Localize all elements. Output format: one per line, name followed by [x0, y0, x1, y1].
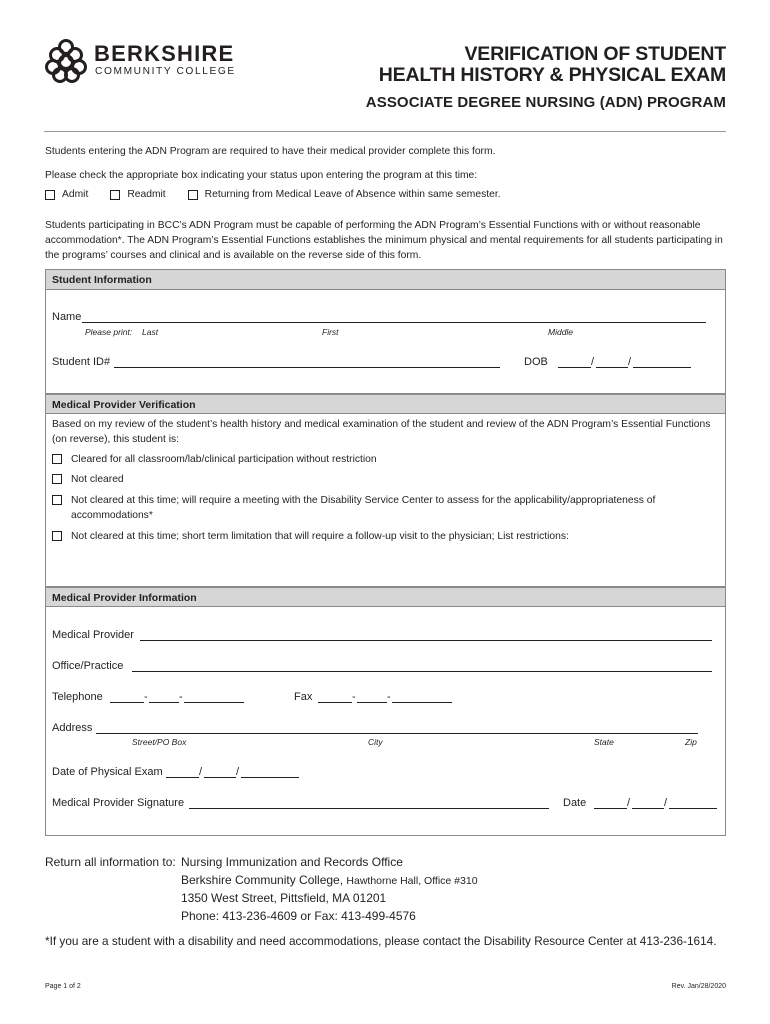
logo-name: BERKSHIRE	[94, 41, 235, 66]
provider-information-heading: Medical Provider Information	[46, 587, 725, 607]
dob-month-line[interactable]	[558, 367, 591, 368]
cleared-checkbox[interactable]	[52, 454, 62, 464]
knot-logo-icon	[44, 38, 88, 84]
return-phone: Phone: 413-236-4609 or Fax: 413-499-4576	[181, 908, 416, 923]
verification-option-not-cleared[interactable]	[52, 472, 124, 487]
telephone-dash-2: -	[179, 691, 183, 703]
middle-name-hint: Middle	[548, 327, 574, 337]
student-id-input-line[interactable]	[114, 367, 500, 368]
readmit-label: Readmit	[127, 189, 166, 200]
header-divider	[44, 131, 726, 132]
fax-prefix-line[interactable]	[357, 702, 387, 703]
dob-slash-1: /	[591, 356, 595, 368]
fax-dash-1: -	[352, 691, 356, 703]
readmit-checkbox[interactable]	[110, 190, 120, 200]
office-practice-label: Office/Practice	[52, 660, 124, 672]
signature-slash-2: /	[664, 797, 668, 809]
returning-label: Returning from Medical Leave of Absence within same semester.	[204, 189, 501, 200]
status-options	[45, 189, 523, 200]
return-street: 1350 West Street, Pittsfield, MA 01201	[181, 891, 387, 905]
return-office: Nursing Immunization and Records Office	[181, 855, 403, 869]
address-label: Address	[52, 722, 93, 734]
last-name-hint: Last	[142, 327, 159, 337]
student-information-section	[45, 269, 726, 394]
short-term-label: Not cleared at this time; short term limitation that will require a follow-up visit to the physician; List restrictions:	[71, 531, 569, 542]
essential-functions-text: Students participating in BCC’s ADN Program must be capable of performing the ADN Program’s Essential Functions with or without reasonable accommodation*. The ADN Program’s Essential Functions establishes the minimum physical and mental requirements for all students participating in the programs’ courses and clinical and is available on the reverse side of this form.	[45, 220, 723, 261]
not-cleared-label: Not cleared	[71, 474, 124, 485]
college-logo	[44, 38, 254, 84]
state-hint: State	[594, 737, 614, 747]
exam-day-line[interactable]	[204, 777, 236, 778]
return-address	[181, 854, 478, 925]
admit-label: Admit	[62, 189, 89, 200]
not-cleared-checkbox[interactable]	[52, 474, 62, 484]
logo-subtitle: COMMUNITY COLLEGE	[95, 66, 236, 77]
admit-checkbox[interactable]	[45, 190, 55, 200]
fax-line-number[interactable]	[392, 702, 452, 703]
verification-heading: Medical Provider Verification	[46, 394, 725, 414]
status-option-admit[interactable]	[45, 189, 88, 200]
telephone-prefix-line[interactable]	[149, 702, 179, 703]
dob-label: DOB	[524, 356, 548, 368]
provider-information-section	[45, 587, 726, 836]
fax-area-line[interactable]	[318, 702, 352, 703]
cleared-label: Cleared for all classroom/lab/clinical participation without restriction	[71, 454, 377, 465]
dob-slash-2: /	[628, 356, 632, 368]
return-label: Return all information to:	[45, 855, 176, 869]
telephone-label: Telephone	[52, 691, 103, 703]
signature-year-line[interactable]	[669, 808, 717, 809]
first-name-hint: First	[322, 327, 339, 337]
verification-option-disability-meeting[interactable]	[52, 493, 692, 523]
disability-footnote: *If you are a student with a disability and need accommodations, please contact the Disability Resource Center at 413-236-1614.	[45, 934, 717, 948]
telephone-dash-1: -	[144, 691, 148, 703]
signature-month-line[interactable]	[594, 808, 627, 809]
return-college-line	[181, 872, 478, 891]
name-label: Name	[52, 311, 82, 323]
intro-line-2: Please check the appropriate box indicating your status upon entering the program at this time:	[45, 170, 478, 181]
exam-date-label: Date of Physical Exam	[52, 766, 163, 778]
signature-day-line[interactable]	[632, 808, 664, 809]
student-information-heading: Student Information	[46, 270, 725, 290]
disability-meeting-checkbox[interactable]	[52, 495, 62, 505]
exam-month-line[interactable]	[166, 777, 199, 778]
exam-slash-1: /	[199, 766, 203, 778]
telephone-area-line[interactable]	[110, 702, 144, 703]
address-input-line[interactable]	[96, 733, 698, 734]
returning-checkbox[interactable]	[188, 190, 198, 200]
disability-meeting-label: Not cleared at this time; will require a meeting with the Disability Service Center to assess for the applicability/appropriateness of accommodations*	[71, 495, 656, 521]
title-line-2: HEALTH HISTORY & PHYSICAL EXAM	[378, 64, 726, 86]
signature-slash-1: /	[627, 797, 631, 809]
fax-label: Fax	[294, 691, 313, 703]
exam-slash-2: /	[236, 766, 240, 778]
name-input-line[interactable]	[82, 322, 706, 323]
verification-option-short-term[interactable]	[52, 529, 569, 544]
exam-year-line[interactable]	[241, 777, 299, 778]
verification-intro: Based on my review of the student’s health history and medical examination of the student and review of the ADN Program’s Essential Functions (on reverse), this student is:	[52, 419, 711, 445]
city-hint: City	[368, 737, 383, 747]
signature-input-line[interactable]	[189, 808, 549, 809]
fax-dash-2: -	[387, 691, 391, 703]
short-term-checkbox[interactable]	[52, 531, 62, 541]
street-hint: Street/PO Box	[132, 737, 187, 747]
dob-year-line[interactable]	[633, 367, 691, 368]
dob-day-line[interactable]	[596, 367, 628, 368]
status-option-returning[interactable]	[188, 189, 501, 200]
title-line-1: VERIFICATION OF STUDENT	[464, 43, 726, 65]
revision-date: Rev. Jan/28/2020	[671, 983, 726, 990]
status-option-readmit[interactable]	[110, 189, 165, 200]
medical-provider-input-line[interactable]	[140, 640, 712, 641]
program-subtitle: ASSOCIATE DEGREE NURSING (ADN) PROGRAM	[365, 94, 726, 111]
intro-line-1: Students entering the ADN Program are required to have their medical provider complete this form.	[45, 146, 496, 157]
return-college-detail: Hawthorne Hall, Office #310	[346, 874, 478, 887]
page-number: Page 1 of 2	[45, 983, 81, 990]
please-print-hint: Please print:	[85, 327, 133, 337]
signature-label: Medical Provider Signature	[52, 797, 185, 809]
medical-provider-label: Medical Provider	[52, 629, 134, 641]
telephone-line-number[interactable]	[184, 702, 244, 703]
zip-hint: Zip	[685, 737, 697, 747]
student-id-label: Student ID#	[52, 356, 111, 368]
form-title	[379, 44, 726, 86]
signature-date-label: Date	[563, 797, 587, 809]
verification-section	[45, 394, 726, 587]
office-practice-input-line[interactable]	[132, 671, 712, 672]
verification-option-cleared[interactable]	[52, 452, 377, 467]
return-college: Berkshire Community College,	[181, 872, 344, 887]
